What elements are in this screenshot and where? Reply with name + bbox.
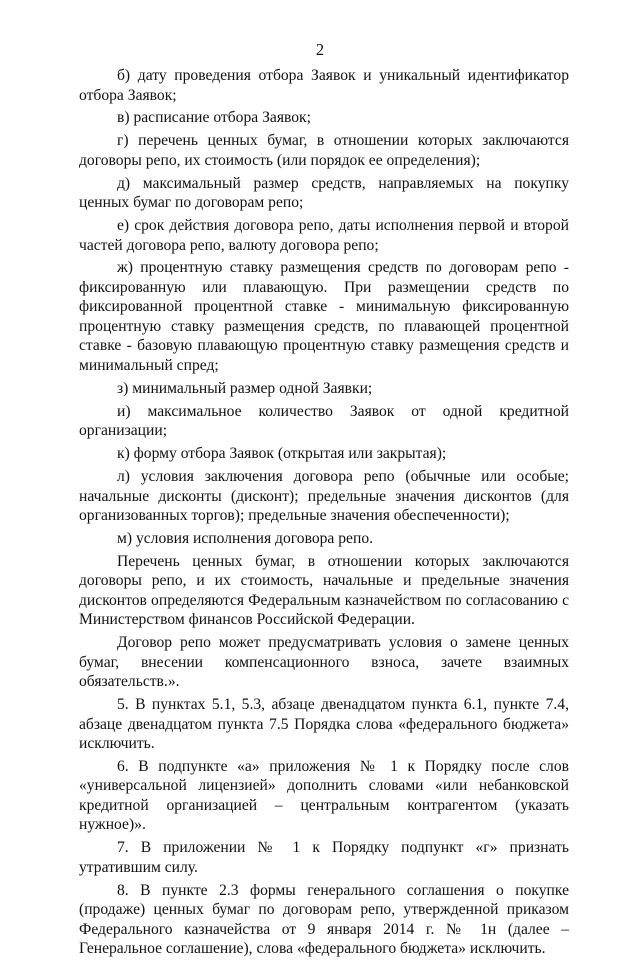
subitem-b: б) дату проведения отбора Заявок и уникальный идентификатор отбора Заявок;: [79, 67, 569, 104]
paragraph-securities-list: Перечень ценных бумаг, в отношении которых заключаются договоры репо, и их стоимость, начальные и предельные значения дисконтов определяются Федеральным казначейством по согласованию с Министерством финансов Российской Федерации.: [79, 552, 569, 629]
subitem-k: к) форму отбора Заявок (открытая или закрытая);: [117, 445, 447, 463]
subitem-v: в) расписание отбора Заявок;: [117, 109, 311, 127]
subitem-d: д) максимальный размер средств, направляемых на покупку ценных бумаг по договорам репо;: [79, 174, 569, 212]
page-number: 2: [315, 40, 325, 59]
item-5: 5. В пунктах 5.1, 5.3, абзаце двенадцатом пункта 6.1, пункте 7.4, абзаце двенадцатом пункта 7.5 Порядка слова «федерального бюджета» исключить.: [79, 696, 569, 753]
subitem-i: и) максимальное количество Заявок от одной кредитной организации;: [79, 402, 569, 440]
subitem-m: м) условия исполнения договора репо.: [117, 529, 374, 547]
subitem-g: г) перечень ценных бумаг, в отношении которых заключаются договоры репо, их стоимость (или порядок ее определения);: [79, 132, 569, 169]
paragraph-repo-contract: Договор репо может предусматривать условия о замене ценных бумаг, внесении компенсационного взноса, зачете взаимных обязательств.».: [79, 634, 569, 691]
subitem-zh: ж) процентную ставку размещения средств по договорам репо - фиксированную или плавающую. При размещении средств по фиксированной процентной ставке - минимальную фиксированную процентную ставку размещения средств, по плавающей процентной ставке - базовую плавающую процентную ставку размещения средств и минимальный спред;: [79, 259, 569, 374]
document-body: [79, 66, 569, 962]
subitem-z: з) минимальный размер одной Заявки;: [117, 379, 373, 397]
item-6: 6. В подпункте «а» приложения № 1 к Порядку после слов «универсальной лицензией» дополнить словами «или небанковской кредитной организацией – центральным контрагентом (указать нужное)».: [79, 757, 569, 834]
subitem-e: е) срок действия договора репо, даты исполнения первой и второй частей договора репо, валюту договора репо;: [79, 217, 569, 254]
item-8: 8. В пункте 2.3 формы генерального соглашения о покупке (продаже) ценных бумаг по договорам репо, утвержденной приказом Федерального казначейства от 9 января 2014 г. № 1н (далее – Генеральное соглашение), слова «федерального бюджета» исключить.: [79, 881, 569, 958]
subitem-l: л) условия заключения договора репо (обычные или особые; начальные дисконты (дисконт); предельные значения дисконтов (для организованных торгов); предельные значения обеспеченности);: [79, 468, 569, 525]
item-7: 7. В приложении № 1 к Порядку подпункт «г» признать утратившим силу.: [79, 839, 569, 876]
